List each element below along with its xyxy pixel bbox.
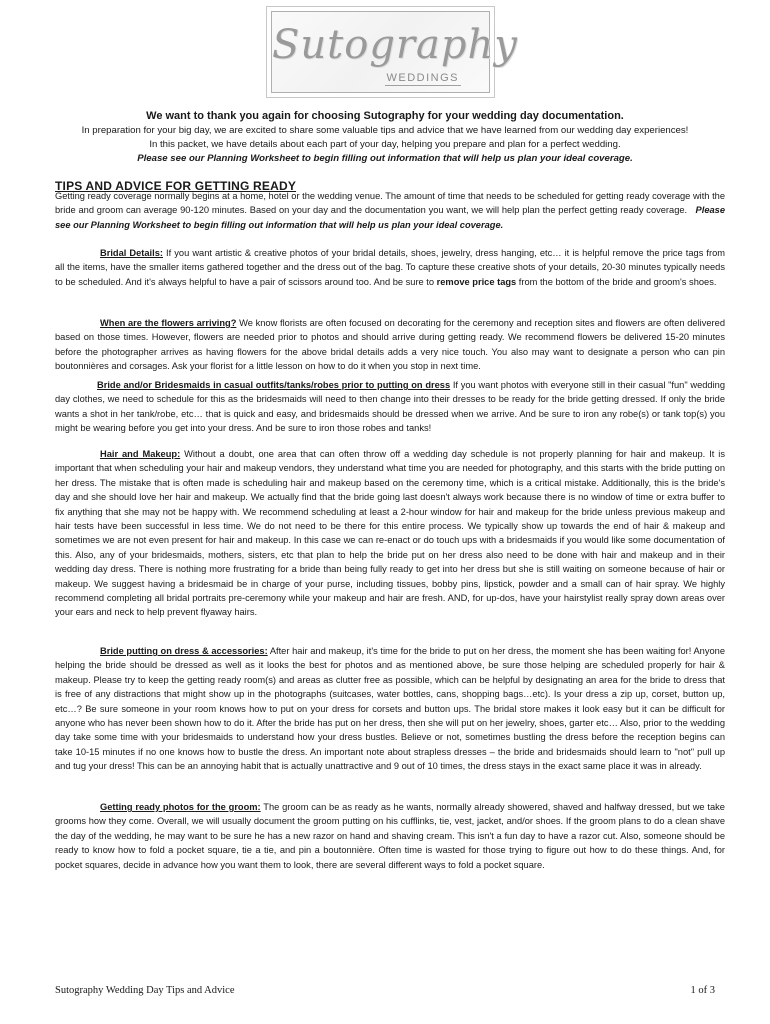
- intro-line-3: Please see our Planning Worksheet to begin filling out information that will help us plan your ideal coverage.: [137, 153, 633, 164]
- dress-text: After hair and makeup, it's time for the bride to put on her dress, the moment she has been waiting for! Anyone helping the bride should be dressed as well as it looks the best for photos and as mentioned above, be sure those helping are scheduled properly for hair & makeup. Please try to keep the getting ready room(s) and areas as clutter free as possible, which can be helpful by designating an area for the bride to dress that is free of any distractions that might show up in the photographs (suitcases, water bottles, cans, shopping bags…etc). Is your dress a zip up, corset, button up, etc…? Be sure someone in your room knows how to put on your dress for corsets and button ups. The bridal store makes it look easy but it can be difficult for anyone who has never been shown how to do it. After the bride has put on her dress, then she will put on her jewelry, shoes, garter etc… Also, prior to the wedding day take some time with your bridesmaids to understand how your dress bustles. Believe or not, sometimes bustling the dress before the reception begins can take 10-15 minutes if no one knows how to bustle the dress. An important note about strapless dresses – the bride and bridesmaids should learn to "not" pull up and tug your dress! This can be an annoying habit that is actually unattractive and 9 out of 10 times, the dress stays in the exact same place it was in already.: [55, 646, 726, 772]
- page-number: 1 of 3: [690, 985, 715, 996]
- bridal-details-text-b: from the bottom of the bride and groom's shoes.: [516, 276, 717, 287]
- outfits-paragraph: [55, 378, 725, 436]
- bridal-details-text-a: If you want artistic & creative photos of your bridal details, shoes, jewelry, dress hanging, etc… it is helpful remove the price tags from all the items, have the smaller items gathered together and the dress out of the bag. To capture these creative shots of your details, 20-30 minutes typically needs to be scheduled. And it's always helpful to have a pair of scissors around too. And be sure to: [55, 248, 726, 287]
- intro-line-2: In this packet, we have details about each part of your day, helping you prepare and plan for a perfect wedding.: [149, 139, 621, 150]
- bridal-details-lead: Bridal Details:: [100, 248, 163, 258]
- flowers-text: We know florists are often focused on decorating for the ceremony and reception sites and flowers are often delivered based on those times. However, flowers are needed prior to photos and should arrive during getting ready. We recommend flowers be delivered 15-20 minutes before the photographer arrives as having flowers for the above bridal details adds a very nice touch. You also may want to designate a person who can pin boutonnières and corsages. Ask your florist for a little lesson on how to do it when you stop in next time.: [55, 318, 725, 372]
- bridal-details-paragraph: [55, 246, 725, 289]
- intro-title: We want to thank you again for choosing Sutography for your wedding day documentation.: [146, 110, 624, 122]
- intro-line-1: In preparation for your big day, we are excited to share some valuable tips and advice that we have learned from our wedding day experiences!: [81, 125, 689, 136]
- flowers-paragraph: [55, 316, 725, 374]
- getting-ready-emphasis: Please see our Planning Worksheet to begin filling out information that will help us plan your ideal coverage.: [55, 205, 725, 230]
- dress-paragraph: [55, 644, 725, 774]
- footer-title: Sutography Wedding Day Tips and Advice: [55, 985, 235, 996]
- hair-makeup-lead: Hair and Makeup:: [100, 449, 181, 459]
- logo-panel: [271, 11, 518, 93]
- outfits-text: If you want photos with everyone still in their casual "fun" wedding day clothes, we need to schedule for this as the bridesmaids will need to then change into their dresses to be ready for the bride getting dressed. If only the bride wants a shot in her tank/robe, etc… that is quick and easy, and bridesmaids should be dressed when we arrive. And be sure to iron any robe(s) or tank top(s) you might be wearing before you get into your dress. And be sure to iron those robes and tanks!: [55, 380, 725, 434]
- outfits-lead: Bride and/or Bridesmaids in casual outfits/tanks/robes prior to putting on dress: [97, 380, 451, 390]
- groom-text: The groom can be as ready as he wants, normally already showered, shaved and halfway dressed, but we take grooms how they come. Overall, we will usually document the groom putting on his cufflinks, tie, vest, jacket, and/or shoes. If the groom plans to do a clean shave the day of the wedding, he may want to be sure he has a new razor on hand and shaving cream. This isn't a fun day to have a razor cut. Also, someone should be ready to know how to fold a pocket square, tie a tie, and pin a boutonnière. Often time is wasted for those trying to figure out how to do these things. And, for pocket squares, decide in advance how you want them to look, there are several different ways to fold a pocket square.: [55, 802, 725, 870]
- getting-ready-text: Getting ready coverage normally begins at a home, hotel or the wedding venue. The amount of time that needs to be scheduled for getting ready coverage with the bride and groom can average 90-120 minutes. Based on your day and the documentation you want, we will help plan the perfect getting ready coverage.: [55, 191, 725, 216]
- groom-paragraph: [55, 800, 725, 872]
- section-heading: TIPS AND ADVICE FOR GETTING READY: [55, 179, 297, 193]
- getting-ready-paragraph: [55, 189, 725, 232]
- flowers-lead: When are the flowers arriving?: [100, 318, 237, 328]
- dress-lead: Bride putting on dress & accessories:: [100, 646, 268, 656]
- logo: [266, 6, 518, 98]
- bridal-details-bold: remove price tags: [436, 276, 517, 287]
- hair-makeup-paragraph: [55, 447, 725, 620]
- hair-makeup-text: Without a doubt, one area that can often throw off a wedding day schedule is not properly planning for hair and makeup. It is important that when scheduling your hair and makeup vendors, they understand what time you are needed for photography, and this starts with the bride putting on her dress. The mistake that is often made is scheduling hair and makeup based on the ceremony time, which is a critical mistake. Additionally, this is the bride's day and she should love her hair and makeup. We actually find that the bride going last doesn't always work because there is no window of time or extra buffer to fix anything that she may not be happy with. We recommend scheduling at least a 2-hour window for hair and makeup for the bride unless previous makeup and hair tests have been successful in less time. We do not need to be there for this entire process. We typically show up towards the end of hair & makeup and sometimes we are not even present for hair and makeup. In this case we can re-enact or do touch ups with a bridesmaids if you would like some documentation of this. Also, any of your bridesmaids, mothers, sisters, etc that plan to help the bride put on her dress also need to be done with hair and makeup and in their wedding day dress. There is nothing more frustrating for a bride than being fully ready to get into her dress but she is still waiting on someone because of hair or makeup. We suggest having a bridesmaid be in charge of your purse, including tissues, bobby pins, lipstick, powder and a small can of hair spray. We highly recommend completing all bridal portraits pre-ceremony while your makeup and hair are fresh. AND, for up-dos, have your hairstylist really spray down areas over your ears and neck to help prevent flyaway hairs.: [55, 449, 725, 618]
- logo-subtitle: WEDDINGS: [386, 72, 459, 84]
- groom-lead: Getting ready photos for the groom:: [100, 802, 261, 812]
- logo-script-text: Sutography: [272, 22, 518, 68]
